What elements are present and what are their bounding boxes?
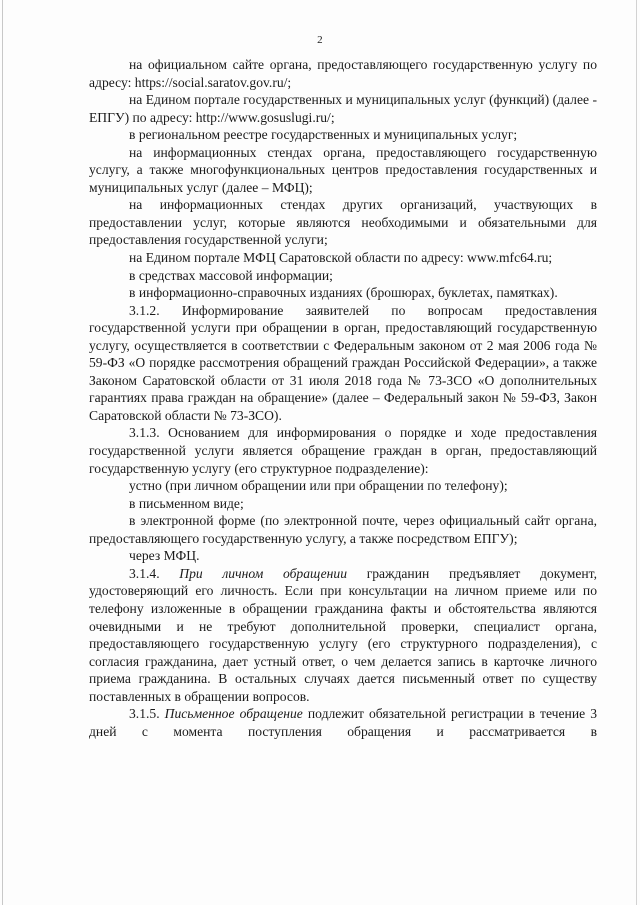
clause-italic-heading: При личном обращении xyxy=(179,565,347,581)
paragraph-website: на официальном сайте органа, предоставляющего государственную услугу по адресу: https://social.saratov.gov.ru/; xyxy=(89,57,597,90)
page-number: 2 xyxy=(317,34,323,46)
clause-number: 3.1.5. xyxy=(129,706,160,722)
paragraph-mass-media: в средствах массовой информации; xyxy=(129,267,333,283)
paragraph-stands-other: на информационных стендах других организаций, участвующих в предоставлении услуг, которые являются необходимыми и обязательными для предоставления государственной услуги; xyxy=(89,197,597,248)
paragraph-electronic: в электронной форме (по электронной почте, через официальный сайт органа, предоставляющего государственную услугу, а также посредством ЕПГУ); xyxy=(89,513,597,546)
paragraph-3-1-5 xyxy=(89,705,597,740)
paragraph-publications: в информационно-справочных изданиях (брошюрах, буклетах, памятках). xyxy=(129,285,558,301)
paragraph-written: в письменном виде; xyxy=(129,495,244,511)
clause-number: 3.1.4. xyxy=(129,565,160,581)
clause-text: подлежит обязательной регистрации в течение 3 дней с момента поступления обращения и рассматривается в xyxy=(89,706,597,739)
document-body xyxy=(89,56,597,740)
paragraph-3-1-4 xyxy=(89,565,597,705)
scan-edge-right xyxy=(636,0,637,905)
clause-italic-heading: Письменное обращение xyxy=(164,706,303,722)
paragraph-mfc-portal: на Едином портале МФЦ Саратовской области по адресу: www.mfc64.ru; xyxy=(129,250,553,266)
paragraph-3-1-3: 3.1.3. Основанием для информирования о порядке и ходе предоставления государственной услуги является обращение граждан в орган, предоставляющий государственную услугу (его структурное подразделение): xyxy=(89,425,597,476)
paragraph-epgu: на Едином портале государственных и муниципальных услуг (функций) (далее - ЕПГУ) по адресу: http://www.gosuslugi.ru/; xyxy=(89,92,597,125)
scan-edge-left xyxy=(2,0,3,905)
paragraph-oral: устно (при личном обращении или при обращении по телефону); xyxy=(129,478,508,494)
paragraph-registry: в региональном реестре государственных и муниципальных услуг; xyxy=(129,127,518,143)
paragraph-via-mfc: через МФЦ. xyxy=(129,548,200,564)
clause-text: гражданин предъявляет документ, удостоверяющий его личность. Если при консультации на личном приеме или по телефону изложенные в обращении гражданина факты и обстоятельства являются очевидными и не требуют дополнительной проверки, специалист органа, предоставляющего государственную услугу (его структурного подразделения), с согласия гражданина, дает устный ответ, о чем делается запись в карточке личного приема гражданина. В остальных случаях дается письменный ответ по существу поставленных в обращении вопросов. xyxy=(89,565,597,704)
paragraph-3-1-2: 3.1.2. Информирование заявителей по вопросам предоставления государственной услуги при обращении в орган, предоставляющий государственную услугу, осуществляется в соответствии с Федеральным законом от 2 мая 2006 года № 59-ФЗ «О порядке рассмотрения обращений граждан Российской Федерации», а также Законом Саратовской области от 31 июля 2018 года № 73-ЗСО «О дополнительных гарантиях права граждан на обращение» (далее – Федеральный закон № 59-ФЗ, Закон Саратовской области № 73-ЗСО). xyxy=(89,302,597,423)
paragraph-stands-mfc: на информационных стендах органа, предоставляющего государственную услугу, а также многофункциональных центров предоставления государственных и муниципальных услуг (далее – МФЦ); xyxy=(89,144,597,195)
